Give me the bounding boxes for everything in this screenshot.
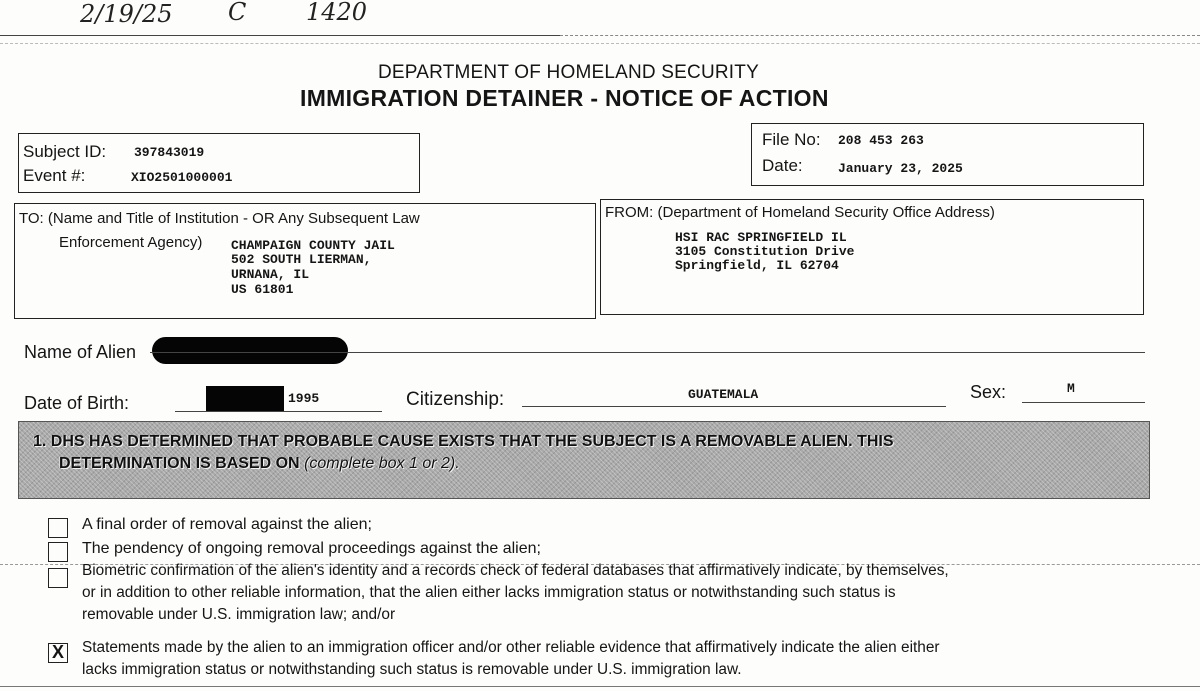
event-label: Event #: — [23, 166, 86, 185]
department-title: DEPARTMENT OF HOMELAND SECURITY — [378, 62, 759, 83]
file-no-value: 208 453 263 — [838, 133, 924, 148]
section1-heading-note: (complete box 1 or 2). — [304, 455, 460, 472]
date-value: January 23, 2025 — [838, 161, 963, 176]
alien-name-line — [150, 352, 1145, 353]
file-no-label: File No: — [762, 130, 821, 149]
section1-heading-line2-text: DETERMINATION IS BASED ON — [59, 455, 300, 472]
date-label: Date: — [762, 156, 803, 175]
to-label-line1: TO: (Name and Title of Institution - OR Any Subsequent Law — [19, 210, 420, 227]
option3-line2: or in addition to other reliable information, that the alien either lacks immigration status or notwithstanding such status is — [82, 584, 896, 601]
top-rule-faint — [560, 35, 1200, 36]
to-address-line4: US 61801 — [231, 282, 294, 297]
to-address-line2: 502 SOUTH LIERMAN, — [231, 252, 372, 267]
alien-name-redaction — [152, 337, 348, 364]
option3-line1: Biometric confirmation of the alien's identity and a records check of federal databases that affirmatively indicate, by themselves, — [82, 562, 949, 579]
section1-heading-line1: 1. DHS HAS DETERMINED THAT PROBABLE CAUSE EXISTS THAT THE SUBJECT IS A REMOVABLE ALIEN. THIS — [33, 433, 894, 450]
subject-box — [18, 133, 420, 193]
sex-line — [1022, 402, 1145, 403]
subject-id-value: 397843019 — [134, 145, 205, 160]
file-box — [751, 123, 1144, 186]
bottom-rule — [0, 686, 1200, 687]
option3-line3: removable under U.S. immigration law; and/or — [82, 606, 396, 623]
sex-label: Sex: — [970, 382, 1007, 402]
top-rule — [0, 35, 560, 36]
handwritten-number: 1420 — [306, 0, 368, 26]
to-address-line3: URNANA, IL — [231, 267, 310, 282]
dob-value: 1995 — [288, 391, 320, 406]
alien-name-label: Name of Alien — [24, 342, 137, 362]
from-label: FROM: (Department of Homeland Security Office Address) — [605, 204, 995, 221]
from-address-line3: Springfield, IL 62704 — [675, 258, 839, 273]
citizenship-label: Citizenship: — [406, 389, 505, 410]
to-box — [14, 203, 596, 319]
subject-id-label: Subject ID: — [23, 142, 107, 161]
dob-line — [175, 411, 382, 412]
to-label-line2: Enforcement Agency) — [59, 234, 203, 251]
from-address-line1: HSI RAC SPRINGFIELD IL — [675, 230, 847, 245]
citizenship-line — [522, 406, 946, 407]
from-box — [600, 199, 1144, 315]
option3-checkbox[interactable] — [48, 568, 68, 588]
option2-checkbox[interactable] — [48, 542, 68, 562]
option4-line1: Statements made by the alien to an immigration officer and/or other reliable evidence that affirmatively indicate the alien either — [82, 639, 940, 656]
section1-heading-line2 — [33, 453, 1137, 475]
citizenship-value: GUATEMALA — [688, 387, 759, 402]
option1-text: A final order of removal against the alien; — [82, 516, 372, 533]
event-value: XIO2501000001 — [131, 170, 233, 185]
section1-heading — [18, 421, 1150, 499]
document-title: IMMIGRATION DETAINER - NOTICE OF ACTION — [300, 85, 829, 111]
from-address-line2: 3105 Constitution Drive — [675, 244, 855, 259]
option1-checkbox[interactable] — [48, 518, 68, 538]
dob-label: Date of Birth: — [24, 393, 130, 413]
sex-value: M — [1067, 381, 1075, 396]
to-address-line1: CHAMPAIGN COUNTY JAIL — [231, 238, 395, 253]
top-rule-2 — [0, 43, 1200, 44]
dob-redaction — [206, 386, 284, 412]
option4-checkbox[interactable]: X — [48, 643, 68, 663]
handwritten-date: 2/19/25 — [80, 0, 173, 28]
option2-text: The pendency of ongoing removal proceedings against the alien; — [82, 540, 541, 557]
option4-line2: lacks immigration status or notwithstanding such status is removable under U.S. immigration law. — [82, 661, 742, 678]
handwritten-letter: C — [228, 0, 247, 26]
